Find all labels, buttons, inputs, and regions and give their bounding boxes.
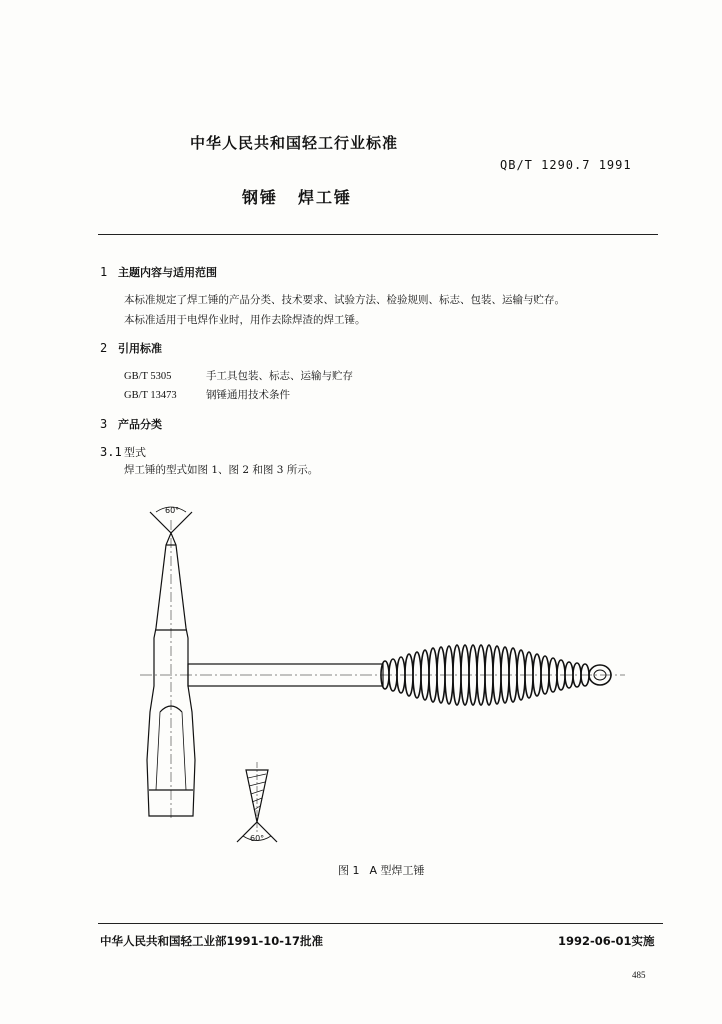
title-part2: 焊工锤 xyxy=(298,188,353,207)
figure-number: 图 1 xyxy=(338,864,360,877)
figure-caption xyxy=(338,862,425,878)
section-1-number: 1 xyxy=(100,265,108,279)
standard-name: 中华人民共和国轻工行业标准 xyxy=(190,134,399,152)
reference-code: GB/T 5305 xyxy=(124,371,172,382)
approval-line: 中华人民共和国轻工业部1991-10-17批准 xyxy=(100,934,324,948)
section-3-1-title: 型式 xyxy=(124,446,146,459)
title-part1: 钢锤 xyxy=(242,188,279,207)
implementation-date: 1992-06-01实施 xyxy=(558,934,655,948)
angle-line-right xyxy=(171,512,192,533)
reference-name: 钢锤通用技术条件 xyxy=(206,389,290,401)
section-2-title: 引用标准 xyxy=(118,342,162,355)
reference-name: 手工具包装、标志、运输与贮存 xyxy=(206,370,353,382)
page-number: 485 xyxy=(632,970,646,980)
footer-rule xyxy=(98,923,663,924)
angle-label-top: 60° xyxy=(165,506,180,515)
spring-grip xyxy=(381,645,589,705)
angle-line-left xyxy=(150,512,171,533)
section-3-1-number: 3.1 xyxy=(100,445,122,459)
section-3-title: 产品分类 xyxy=(118,418,162,431)
section-1-paragraph-1: 本标准规定了焊工锤的产品分类、技术要求、试验方法、检验规则、标志、包装、运输与贮存。 xyxy=(124,294,565,306)
standard-code: QB/T 1290.7 1991 xyxy=(500,158,632,172)
section-1-paragraph-2: 本标准适用于电焊作业时，用作去除焊渣的焊工锤。 xyxy=(124,314,366,326)
section-1-title: 主题内容与适用范围 xyxy=(118,266,217,279)
reference-code: GB/T 13473 xyxy=(124,390,177,401)
angle-label-bottom: 60° xyxy=(250,834,265,843)
section-3-number: 3 xyxy=(100,417,108,431)
section-3-1-paragraph: 焊工锤的型式如图 1、图 2 和图 3 所示。 xyxy=(124,464,319,476)
section-2-number: 2 xyxy=(100,341,108,355)
figure-caption-text: A 型焊工锤 xyxy=(369,864,425,877)
